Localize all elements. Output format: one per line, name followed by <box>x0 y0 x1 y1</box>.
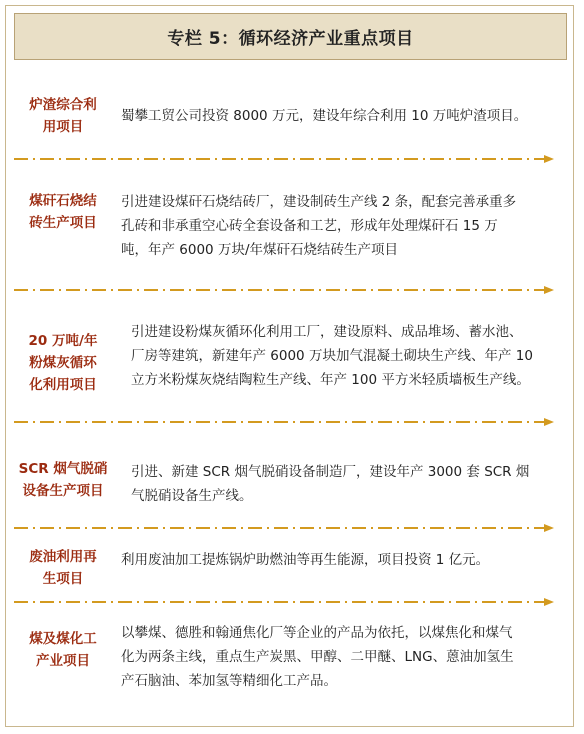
project-label-line: 废油利用再 <box>29 549 97 565</box>
description-line: 孔砖和非承重空心砖全套设备和工艺，形成年处理煤矸石 15 万 <box>121 218 498 234</box>
description-line: 引进建设粉煤灰循环化利用工厂，建设原料、成品堆场、蓄水池、 <box>131 324 523 340</box>
description-line: 引进、新建 SCR 烟气脱硝设备制造厂，建设年产 3000 套 SCR 烟 <box>131 464 530 480</box>
project-description <box>131 460 529 508</box>
project-description <box>131 320 533 392</box>
dash-dot-separator <box>14 154 554 164</box>
arrowhead-icon <box>544 598 554 606</box>
project-label-line: 煤及煤化工 <box>29 631 97 647</box>
project-label <box>10 458 116 502</box>
description-line: 以攀煤、德胜和翰通焦化厂等企业的产品为依托，以煤焦化和煤气 <box>121 625 513 641</box>
project-label-line: 生项目 <box>42 571 84 587</box>
arrowhead-icon <box>544 524 554 532</box>
project-label-line: 20 万吨/年 <box>28 333 98 349</box>
project-row <box>14 88 559 148</box>
box-header <box>14 13 567 60</box>
project-label <box>14 546 112 590</box>
dash-dot-separator <box>14 417 554 427</box>
description-line: 蜀攀工贸公司投资 8000 万元，建设年综合利用 10 万吨炉渣项目。 <box>121 108 528 124</box>
project-row <box>14 452 559 517</box>
description-line: 吨，年产 6000 万块/年煤矸石烧结砖生产项目 <box>121 242 398 258</box>
project-label-line: 用项目 <box>42 119 84 135</box>
description-line: 产石脑油、苯加氢等精细化工产品。 <box>121 673 337 689</box>
project-label <box>14 190 112 234</box>
arrowhead-icon <box>544 418 554 426</box>
project-label-line: 粉煤灰循环 <box>29 355 97 371</box>
project-label <box>14 94 112 138</box>
project-label-line: 化利用项目 <box>29 377 97 393</box>
project-label-line: 炉渣综合利 <box>29 97 97 113</box>
box-title: 专栏 5：循环经济产业重点项目 <box>167 29 414 49</box>
description-line: 立方米粉煤灰烧结陶粒生产线、年产 100 平方米轻质墙板生产线。 <box>131 372 530 388</box>
dash-dot-separator <box>14 523 554 533</box>
description-line: 气脱硝设备生产线。 <box>131 488 253 504</box>
project-label-line: 砖生产项目 <box>29 215 97 231</box>
project-label-line: SCR 烟气脱硝 <box>18 461 108 477</box>
arrowhead-icon <box>544 286 554 294</box>
project-label <box>14 628 112 672</box>
description-line: 引进建设煤矸石烧结砖厂，建设制砖生产线 2 条，配套完善承重多 <box>121 194 517 210</box>
description-line: 化为两条主线，重点生产炭黑、甲醇、二甲醚、LNG、蒽油加氢生 <box>121 649 514 665</box>
description-line: 厂房等建筑，新建年产 6000 万块加气混凝土砌块生产线、年产 10 <box>131 348 533 364</box>
project-description <box>121 190 516 262</box>
project-row <box>14 180 559 270</box>
project-description <box>121 104 527 128</box>
project-description <box>121 548 489 572</box>
dash-dot-separator <box>14 597 554 607</box>
project-label <box>14 330 112 396</box>
project-label-line: 设备生产项目 <box>22 483 104 499</box>
project-row <box>14 618 559 708</box>
description-line: 利用废油加工提炼锅炉助燃油等再生能源，项目投资 1 亿元。 <box>121 552 490 568</box>
project-description <box>121 621 514 693</box>
project-row <box>14 312 559 407</box>
project-label-line: 产业项目 <box>36 653 90 669</box>
dash-dot-separator <box>14 285 554 295</box>
arrowhead-icon <box>544 155 554 163</box>
project-label-line: 煤矸石烧结 <box>29 193 97 209</box>
project-row <box>14 545 559 600</box>
